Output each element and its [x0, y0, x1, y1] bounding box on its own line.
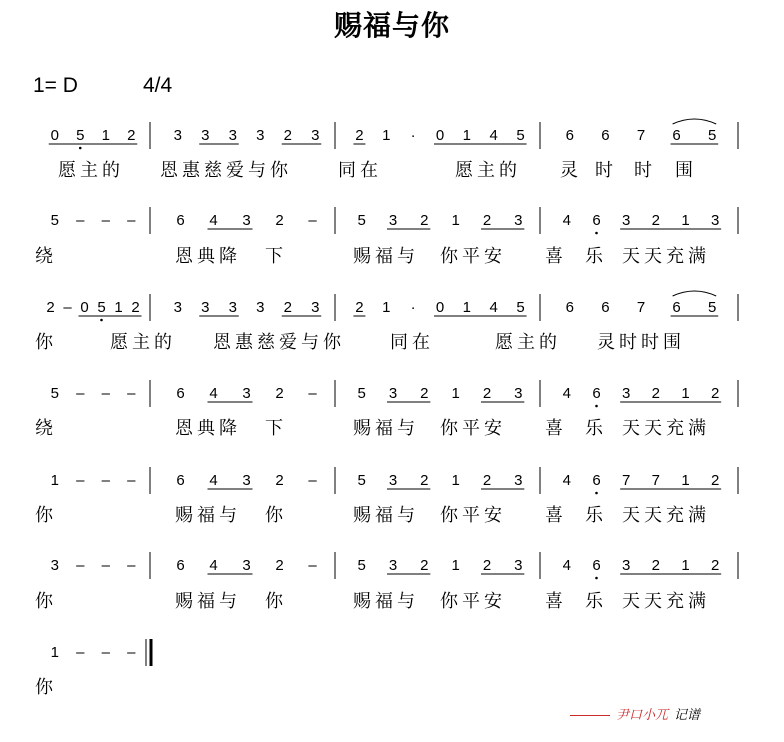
- note-digit: 1: [382, 127, 391, 144]
- note-digit: 1: [451, 212, 460, 229]
- note-digit: 4: [209, 472, 218, 489]
- note-digit: –: [76, 385, 85, 402]
- note-digit: 0: [80, 299, 89, 316]
- lyric-text: 你: [265, 505, 287, 526]
- note-digit: 3: [388, 557, 398, 574]
- note-digit: 6: [601, 299, 610, 316]
- note-digit: 4: [562, 385, 572, 402]
- note-digit: 6: [565, 299, 574, 316]
- note-digit: 3: [228, 299, 237, 316]
- note-digit: 1: [681, 212, 690, 229]
- lyric-text: 你平安: [440, 591, 506, 612]
- lyric-text: 喜: [545, 591, 567, 612]
- note-digit: 5: [357, 472, 366, 489]
- lyric-text: 灵时时围: [597, 332, 685, 353]
- note-digit: 6: [672, 299, 681, 316]
- note-digit: 4: [562, 472, 572, 489]
- note-digit: 2: [283, 127, 292, 144]
- lyric-text: 赐福与: [353, 246, 419, 267]
- lyric-text: 赐福与: [175, 591, 241, 612]
- note-digit: 3: [50, 557, 59, 574]
- lyric-text: 恩惠慈爱与你: [213, 332, 345, 353]
- note-digit: 1: [681, 557, 690, 574]
- note-digit: 0: [50, 127, 59, 144]
- note-digit: –: [308, 212, 317, 229]
- note-digit: 3: [242, 212, 251, 229]
- lyric-text: 同在: [390, 332, 434, 353]
- lyric-text: 你: [35, 505, 57, 526]
- note-digit: –: [127, 385, 136, 402]
- lyric-text: 时: [595, 160, 617, 181]
- note-digit: 3: [514, 385, 523, 402]
- note-digit: 0: [435, 127, 445, 144]
- note-digit: –: [308, 472, 317, 489]
- note-digit: 2: [651, 385, 661, 402]
- note-digit: 2: [420, 472, 429, 489]
- note-digit: 3: [228, 127, 237, 144]
- lyric-text: 绕: [35, 418, 57, 439]
- lyric-text: 你: [35, 332, 57, 353]
- low-octave-dot: [595, 492, 598, 495]
- note-digit: 3: [242, 472, 251, 489]
- note-digit: 3: [388, 472, 398, 489]
- note-digit: 3: [201, 299, 210, 316]
- low-octave-dot: [100, 319, 103, 322]
- lyric-text: 愿主的: [110, 332, 176, 353]
- time-signature: 4/4: [143, 74, 173, 97]
- lyric-text: 你平安: [440, 246, 506, 267]
- note-digit: 5: [357, 385, 366, 402]
- lyric-text: 绕: [35, 246, 57, 267]
- lyric-text: 愿主的: [495, 332, 561, 353]
- note-digit: ·: [410, 127, 416, 144]
- note-digit: 4: [209, 557, 218, 574]
- note-digit: 1: [451, 385, 460, 402]
- transcriber-suffix: 记谱: [674, 708, 701, 723]
- note-digit: 5: [708, 127, 717, 144]
- lyric-text: 乐: [585, 505, 607, 526]
- note-digit: 3: [621, 385, 631, 402]
- note-digit: 2: [420, 212, 429, 229]
- lyric-text: 愿主的: [455, 160, 521, 181]
- note-digit: 3: [311, 299, 320, 316]
- note-digit: 3: [256, 299, 265, 316]
- note-digit: 7: [651, 472, 661, 489]
- note-digit: 3: [311, 127, 320, 144]
- note-digit: 3: [514, 472, 523, 489]
- note-digit: –: [101, 557, 110, 574]
- note-digit: 2: [355, 299, 364, 316]
- note-digit: 2: [275, 472, 284, 489]
- note-digit: 5: [357, 212, 366, 229]
- note-digit: 6: [565, 127, 574, 144]
- note-digit: 5: [516, 299, 525, 316]
- lyric-text: 喜: [545, 418, 567, 439]
- note-digit: –: [101, 385, 110, 402]
- footer-credit: [570, 704, 700, 723]
- note-digit: 2: [482, 472, 492, 489]
- tie-slur: [673, 119, 717, 124]
- note-digit: 6: [672, 127, 681, 144]
- note-digit: –: [308, 557, 317, 574]
- note-digit: 5: [97, 299, 106, 316]
- note-digit: 4: [562, 212, 572, 229]
- note-digit: 1: [681, 385, 690, 402]
- note-digit: 2: [482, 385, 492, 402]
- note-digit: –: [76, 557, 85, 574]
- note-digit: 5: [516, 127, 525, 144]
- note-digit: 3: [242, 385, 251, 402]
- note-digit: 2: [420, 557, 429, 574]
- lyric-text: 恩惠慈爱与你: [160, 160, 292, 181]
- note-digit: 5: [50, 212, 59, 229]
- note-digit: 2: [46, 299, 55, 316]
- note-digit: 6: [176, 472, 185, 489]
- note-digit: 3: [514, 212, 523, 229]
- note-digit: 3: [173, 299, 182, 316]
- lyric-text: 时: [634, 160, 656, 181]
- note-digit: 6: [176, 385, 185, 402]
- lyric-text: 你平安: [440, 505, 506, 526]
- lyric-text: 乐: [585, 246, 607, 267]
- lyric-text: 你平安: [440, 418, 506, 439]
- note-digit: 3: [514, 557, 523, 574]
- note-digit: 6: [592, 557, 601, 574]
- low-octave-dot: [79, 147, 82, 150]
- note-digit: 2: [651, 212, 661, 229]
- note-digit: 2: [710, 472, 720, 489]
- note-digit: 6: [592, 212, 601, 229]
- note-digit: 1: [462, 299, 472, 316]
- note-digit: 6: [176, 212, 185, 229]
- note-digit: 2: [131, 299, 140, 316]
- note-digit: 2: [710, 557, 720, 574]
- lyric-text: 乐: [585, 591, 607, 612]
- note-digit: 4: [489, 127, 498, 144]
- lyric-text: 你: [35, 677, 57, 698]
- note-digit: 1: [451, 557, 460, 574]
- lyric-text: 恩典降: [175, 418, 241, 439]
- note-digit: 4: [209, 385, 218, 402]
- note-digit: 5: [708, 299, 717, 316]
- transcriber-name: 尹口小兀: [616, 708, 669, 723]
- note-digit: 0: [435, 299, 445, 316]
- note-digit: 1: [462, 127, 472, 144]
- lyric-text: 喜: [545, 246, 567, 267]
- page-title: 赐福与你: [333, 9, 450, 42]
- lyric-text: 赐福与: [175, 505, 241, 526]
- note-digit: 1: [382, 299, 391, 316]
- note-digit: 3: [388, 385, 398, 402]
- note-digit: 1: [50, 472, 59, 489]
- note-digit: 4: [489, 299, 498, 316]
- note-digit: –: [127, 472, 136, 489]
- lyric-text: 愿主的: [58, 160, 124, 181]
- lyric-text: 天天充满: [622, 591, 710, 612]
- note-digit: 6: [601, 127, 610, 144]
- note-digit: 2: [482, 557, 492, 574]
- lyric-text: 天天充满: [622, 505, 710, 526]
- low-octave-dot: [595, 232, 598, 235]
- note-digit: 5: [76, 127, 85, 144]
- note-digit: 7: [636, 299, 646, 316]
- note-digit: –: [127, 644, 136, 661]
- lyric-text: 乐: [585, 418, 607, 439]
- lyric-text: 下: [265, 418, 287, 439]
- note-digit: –: [76, 644, 85, 661]
- note-digit: 3: [621, 557, 631, 574]
- key-signature: 1= D: [33, 74, 78, 97]
- note-digit: –: [76, 472, 85, 489]
- note-digit: 3: [256, 127, 265, 144]
- lyric-text: 你: [35, 591, 57, 612]
- low-octave-dot: [595, 577, 598, 580]
- lyric-text: 你: [265, 591, 287, 612]
- note-digit: 1: [101, 127, 110, 144]
- lyric-text: 赐福与: [353, 418, 419, 439]
- note-digit: –: [63, 299, 72, 316]
- note-digit: 2: [651, 557, 661, 574]
- note-digit: 2: [283, 299, 292, 316]
- note-digit: 7: [621, 472, 631, 489]
- note-digit: 3: [173, 127, 182, 144]
- note-digit: 5: [50, 385, 59, 402]
- note-digit: 3: [621, 212, 631, 229]
- note-digit: 2: [275, 385, 284, 402]
- footer-dash: [570, 715, 610, 716]
- note-digit: 2: [710, 385, 720, 402]
- note-digit: 1: [114, 299, 123, 316]
- note-digit: –: [127, 557, 136, 574]
- lyric-text: 下: [265, 246, 287, 267]
- note-digit: 2: [482, 212, 492, 229]
- lyric-text: 天天充满: [622, 246, 710, 267]
- note-digit: 1: [451, 472, 460, 489]
- note-digit: 2: [275, 557, 284, 574]
- low-octave-dot: [595, 405, 598, 408]
- note-digit: 7: [636, 127, 646, 144]
- note-digit: ·: [410, 299, 416, 316]
- note-digit: –: [101, 644, 110, 661]
- lyric-text: 喜: [545, 505, 567, 526]
- lyric-text: 同在: [338, 160, 382, 181]
- note-digit: 2: [355, 127, 364, 144]
- lyric-text: 天天充满: [622, 418, 710, 439]
- note-digit: 4: [209, 212, 218, 229]
- note-digit: 3: [201, 127, 210, 144]
- note-digit: –: [76, 212, 85, 229]
- note-digit: –: [127, 212, 136, 229]
- note-digit: –: [308, 385, 317, 402]
- note-digit: –: [101, 212, 110, 229]
- note-digit: 1: [681, 472, 690, 489]
- note-digit: 5: [357, 557, 366, 574]
- note-digit: 1: [50, 644, 59, 661]
- note-digit: 6: [592, 472, 601, 489]
- note-digit: 3: [388, 212, 398, 229]
- lyric-text: 围: [675, 160, 697, 181]
- note-digit: 4: [562, 557, 572, 574]
- note-digit: 2: [420, 385, 429, 402]
- note-digit: 6: [176, 557, 185, 574]
- lyric-text: 恩典降: [175, 246, 241, 267]
- lyric-text: 赐福与: [353, 505, 419, 526]
- note-digit: –: [101, 472, 110, 489]
- note-digit: 2: [275, 212, 284, 229]
- tie-slur: [673, 291, 717, 296]
- note-digit: 6: [592, 385, 601, 402]
- note-digit: 2: [127, 127, 136, 144]
- note-digit: 3: [242, 557, 251, 574]
- lyric-text: 灵: [560, 160, 582, 181]
- note-digit: 3: [710, 212, 720, 229]
- lyric-text: 赐福与: [353, 591, 419, 612]
